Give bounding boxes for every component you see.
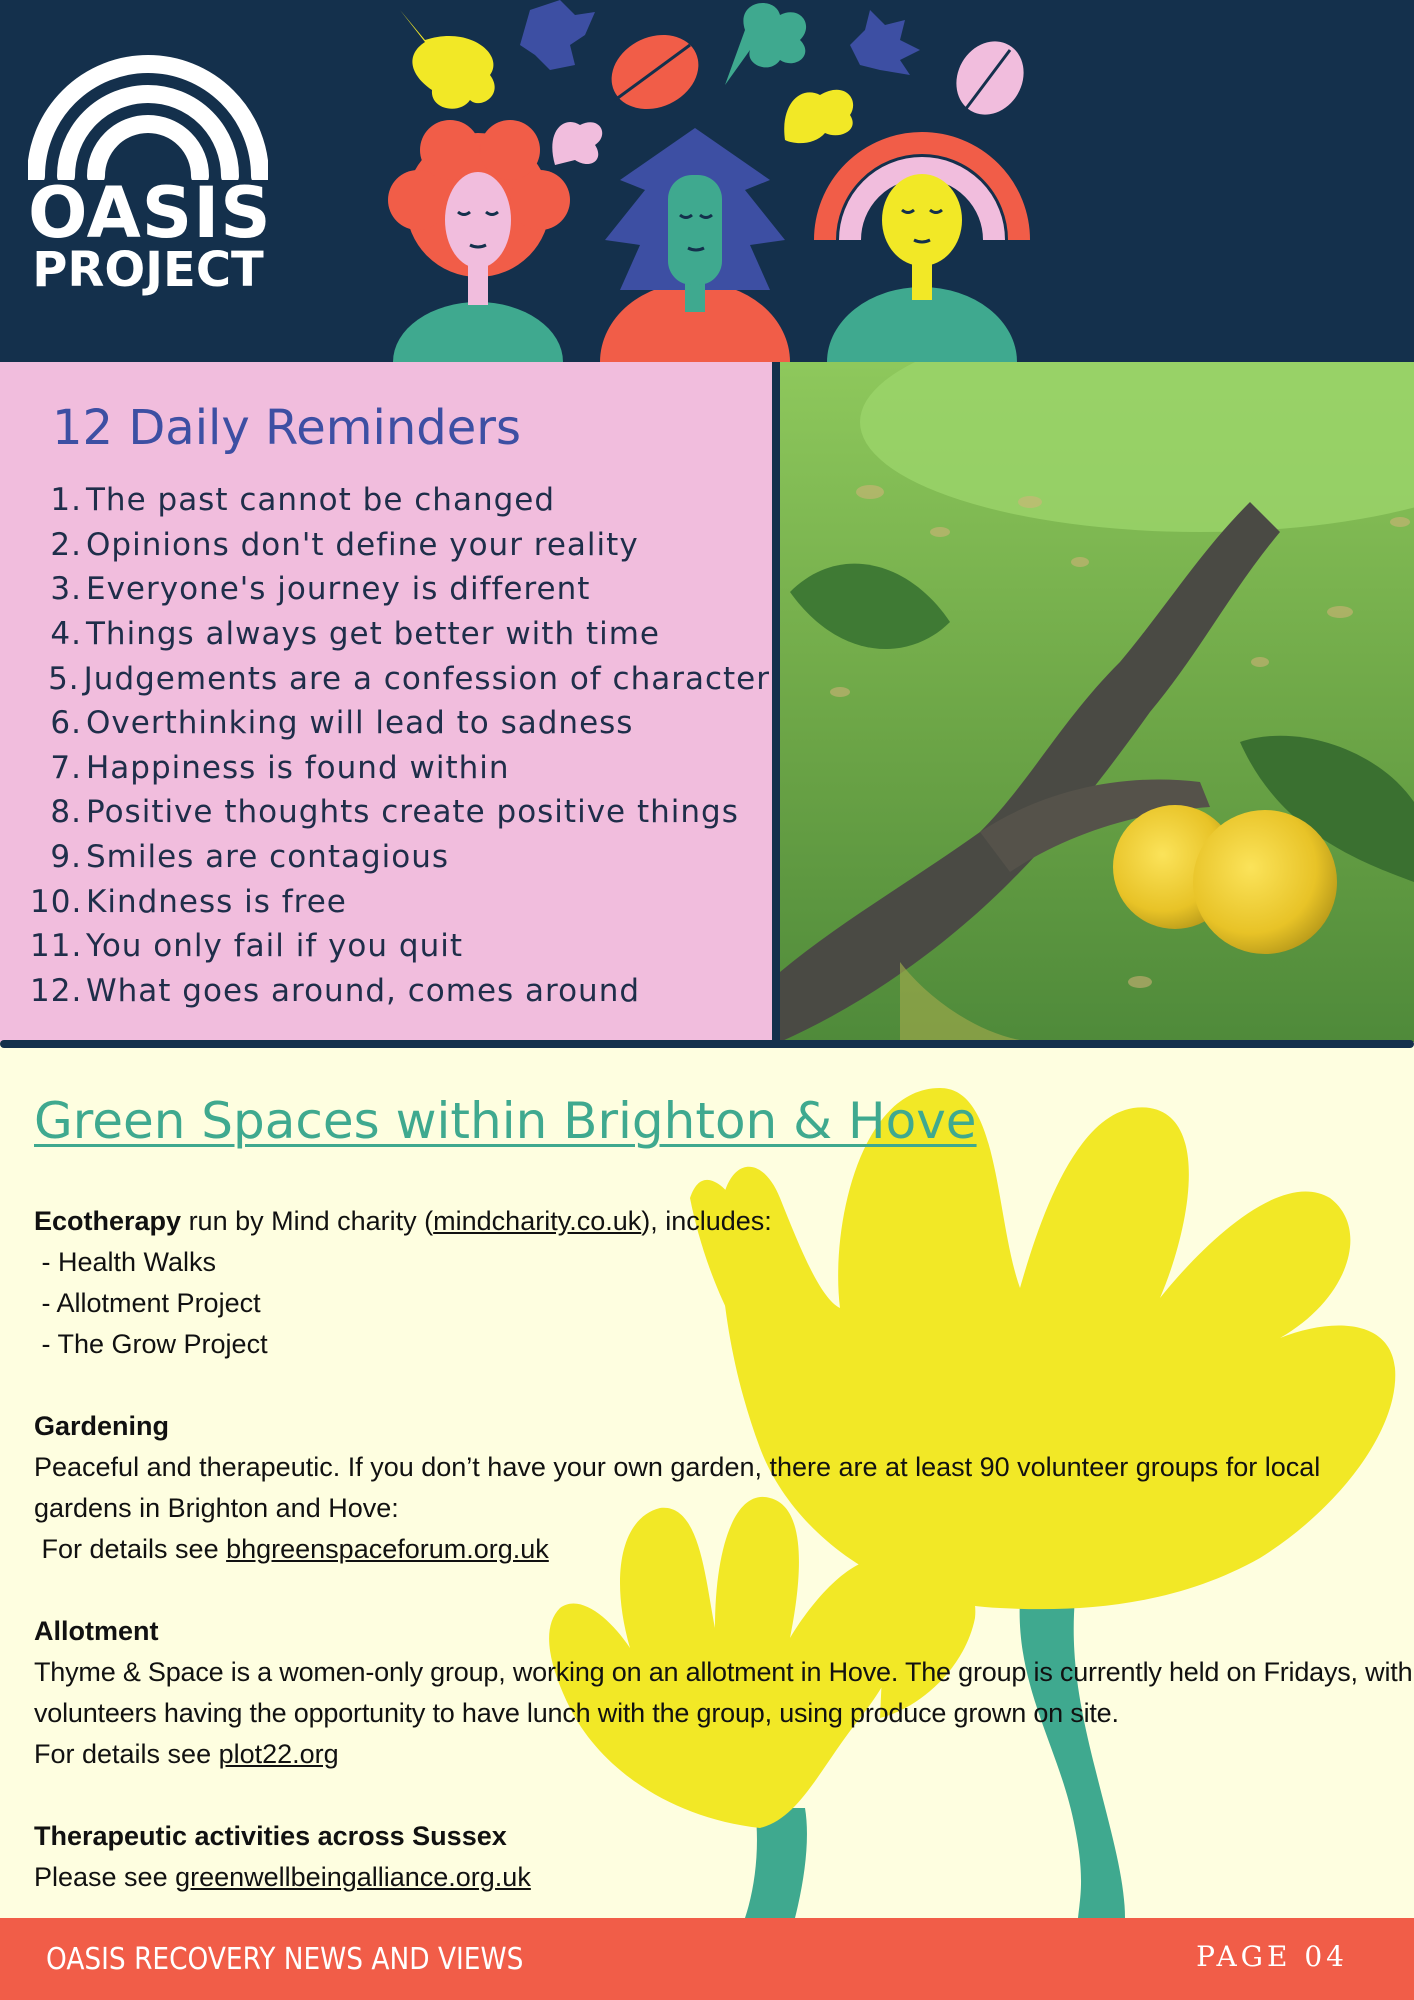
gardening-heading: Gardening <box>34 1411 170 1441</box>
reminder-item <box>30 612 770 657</box>
reminder-number: 3. <box>50 571 82 608</box>
reminder-text: Overthinking will lead to sadness <box>86 705 634 742</box>
person-red-hair-icon <box>388 120 570 362</box>
reminder-item <box>30 790 770 835</box>
gardening-details <box>34 1529 1414 1570</box>
ecotherapy-heading: Ecotherapy <box>34 1206 182 1236</box>
reminder-text: Smiles are contagious <box>86 839 450 876</box>
horizontal-divider <box>0 1040 1414 1048</box>
reminder-number: 6. <box>50 705 82 742</box>
reminder-number: 4. <box>50 616 82 653</box>
reminder-number: 12. <box>30 972 83 1009</box>
reminders-title: 12 Daily Reminders <box>52 400 522 456</box>
green-spaces-title: Green Spaces within Brighton & Hove <box>34 1092 977 1150</box>
gardening-details-prefix: For details see <box>34 1534 227 1564</box>
mindcharity-link[interactable]: mindcharity.co.uk <box>433 1206 642 1236</box>
reminder-item <box>30 879 770 924</box>
ecotherapy-section <box>34 1201 1414 1365</box>
therapeutic-section <box>34 1816 1414 1898</box>
reminder-item <box>30 656 770 701</box>
coral-leaf-icon <box>599 21 710 122</box>
apple-branch-photo <box>780 362 1414 1042</box>
reminder-text: Happiness is found within <box>86 749 510 786</box>
ecotherapy-intro <box>34 1201 1414 1242</box>
reminder-number: 11. <box>30 928 83 965</box>
yellow-leaf-icon <box>400 10 495 109</box>
person-rainbow-hair-icon <box>825 143 1019 362</box>
reminder-item <box>30 924 770 969</box>
vertical-divider <box>772 362 780 1042</box>
reminder-item <box>30 835 770 880</box>
allotment-details-prefix: For details see <box>34 1739 219 1769</box>
ecotherapy-intro-text: run by Mind charity ( <box>181 1206 434 1236</box>
reminder-item <box>30 523 770 568</box>
reminder-item <box>30 969 770 1014</box>
reminder-number: 1. <box>50 482 82 519</box>
reminder-item <box>30 567 770 612</box>
plot22-link[interactable]: plot22.org <box>218 1739 339 1769</box>
pink-leaf-icon <box>943 29 1036 127</box>
blue-leaf-icon <box>520 0 595 70</box>
header-banner <box>0 0 1414 362</box>
footer-bar <box>0 1918 1414 2000</box>
reminder-text: Judgements are a confession of character <box>83 660 770 697</box>
green-leaf-icon <box>725 3 806 85</box>
ecotherapy-intro-end: ), includes: <box>641 1206 772 1236</box>
reminder-text: You only fail if you quit <box>86 928 463 965</box>
greenwellbeingalliance-link[interactable]: greenwellbeingalliance.org.uk <box>175 1862 531 1892</box>
reminder-item <box>30 478 770 523</box>
reminder-number: 5. <box>48 660 80 697</box>
reminder-text: Kindness is free <box>86 883 347 920</box>
blue-maple-leaf-icon <box>850 10 920 75</box>
bhgreenspaceforum-link[interactable]: bhgreenspaceforum.org.uk <box>226 1534 549 1564</box>
reminder-text: Things always get better with time <box>86 616 660 653</box>
reminder-number: 9. <box>50 839 82 876</box>
ecotherapy-item-allotment-project: - Allotment Project <box>34 1288 261 1318</box>
reminder-text: Positive thoughts create positive things <box>86 794 739 831</box>
reminder-number: 8. <box>50 794 82 831</box>
allotment-heading: Allotment <box>34 1616 159 1646</box>
reminder-number: 10. <box>30 883 83 920</box>
allotment-section <box>34 1611 1414 1775</box>
gardening-section <box>34 1406 1414 1570</box>
therapeutic-heading: Therapeutic activities across Sussex <box>34 1821 507 1851</box>
reminder-text: The past cannot be changed <box>86 482 556 519</box>
ecotherapy-item-grow-project: - The Grow Project <box>34 1329 268 1359</box>
reminder-number: 2. <box>50 526 82 563</box>
small-pink-leaf-icon <box>552 122 602 165</box>
therapeutic-details <box>34 1857 1414 1898</box>
people-and-leaves-illustration <box>0 0 1414 362</box>
logo-text-project: PROJECT <box>32 242 264 298</box>
reminder-item <box>30 701 770 746</box>
footer-page-number: PAGE 04 <box>1196 1940 1348 1973</box>
reminders-list <box>30 478 770 1013</box>
person-blue-hair-icon <box>600 128 790 362</box>
small-yellow-leaf-icon <box>784 90 853 143</box>
logo-text-oasis: OASIS <box>28 172 272 254</box>
reminder-text: Opinions don't define your reality <box>86 526 639 563</box>
allotment-text: Thyme & Space is a women-only group, working on an allotment in Hove. The group is currently held on Fridays, with volunteers having the opportunity to have lunch with the group, using produce grown on site. <box>34 1657 1413 1728</box>
reminder-item <box>30 746 770 791</box>
therapeutic-details-prefix: Please see <box>34 1862 176 1892</box>
reminder-text: What goes around, comes around <box>86 972 641 1009</box>
reminder-number: 7. <box>50 749 82 786</box>
footer-publication-name: OASIS RECOVERY NEWS AND VIEWS <box>46 1942 524 1977</box>
ecotherapy-item-health-walks: - Health Walks <box>34 1247 217 1277</box>
reminder-text: Everyone's journey is different <box>86 571 591 608</box>
gardening-text: Peaceful and therapeutic. If you don’t have your own garden, there are at least 90 volunteer groups for local gardens in Brighton and Hove: <box>34 1452 1321 1523</box>
allotment-details <box>34 1734 1414 1775</box>
